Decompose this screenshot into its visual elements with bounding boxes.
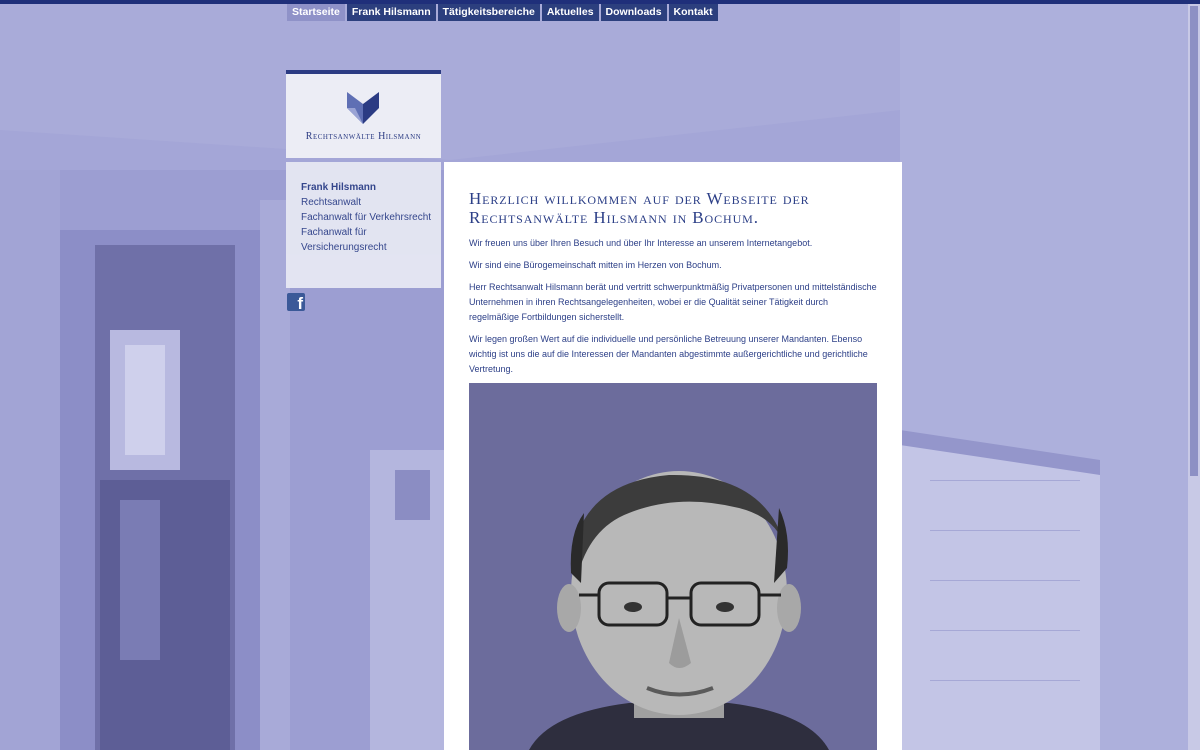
sidebar-name: Frank Hilsmann <box>301 182 377 193</box>
portrait-illustration <box>469 383 877 750</box>
nav-item-frank-hilsmann[interactable]: Frank Hilsmann <box>347 4 436 21</box>
nav-item-kontakt[interactable]: Kontakt <box>669 4 718 21</box>
intro-paragraph: Wir sind eine Bürogemeinschaft mitten im Herzen von Bochum. <box>469 260 722 270</box>
logo-text: Rechtsanwälte Hilsmann <box>305 131 422 142</box>
nav-item-downloads[interactable]: Downloads <box>601 4 667 21</box>
sidebar-contact-info <box>286 162 441 288</box>
main-navigation <box>287 4 718 22</box>
portrait-photo <box>469 383 877 750</box>
main-content <box>444 162 902 750</box>
intro-paragraph: Wir legen großen Wert auf die individuelle und persönliche Betreuung unserer Mandanten. Ebenso wichtig ist uns die auf die Interessen der Mandanten abgestimmte außergerichtliche und gerichtliche Vertretung. <box>469 334 868 374</box>
nav-item-startseite[interactable]: Startseite <box>287 4 345 21</box>
sidebar-line: Versicherungsrecht <box>301 242 387 253</box>
sidebar-line: Fachanwalt für Verkehrsrecht <box>301 212 432 223</box>
logo[interactable] <box>286 70 441 158</box>
intro-paragraph: Wir freuen uns über Ihren Besuch und über Ihr Interesse an unserem Internetangebot. <box>469 238 813 248</box>
facebook-icon[interactable]: f <box>287 293 305 311</box>
nav-item-taetigkeitsbereiche[interactable]: Tätigkeitsbereiche <box>438 4 540 21</box>
sidebar-line: Rechtsanwalt <box>301 197 362 208</box>
page-title-line-1: Herzlich willkommen auf der Webseite der <box>469 189 810 208</box>
page-title-line-2: Rechtsanwälte Hilsmann in Bochum. <box>469 208 759 227</box>
heart-logo-icon <box>347 92 379 124</box>
sidebar-line: Fachanwalt für <box>301 227 367 238</box>
page-title <box>469 189 877 227</box>
nav-item-aktuelles[interactable]: Aktuelles <box>542 4 599 21</box>
intro-paragraph: Herr Rechtsanwalt Hilsmann berät und vertritt schwerpunktmäßig Privatpersonen und mittelständische Unternehmen in ihren Rechtsangelegenheiten, wobei er die Qualität seiner Tätigkeit durch regelmäßige Fortbildungen sicherstellt. <box>469 282 877 322</box>
